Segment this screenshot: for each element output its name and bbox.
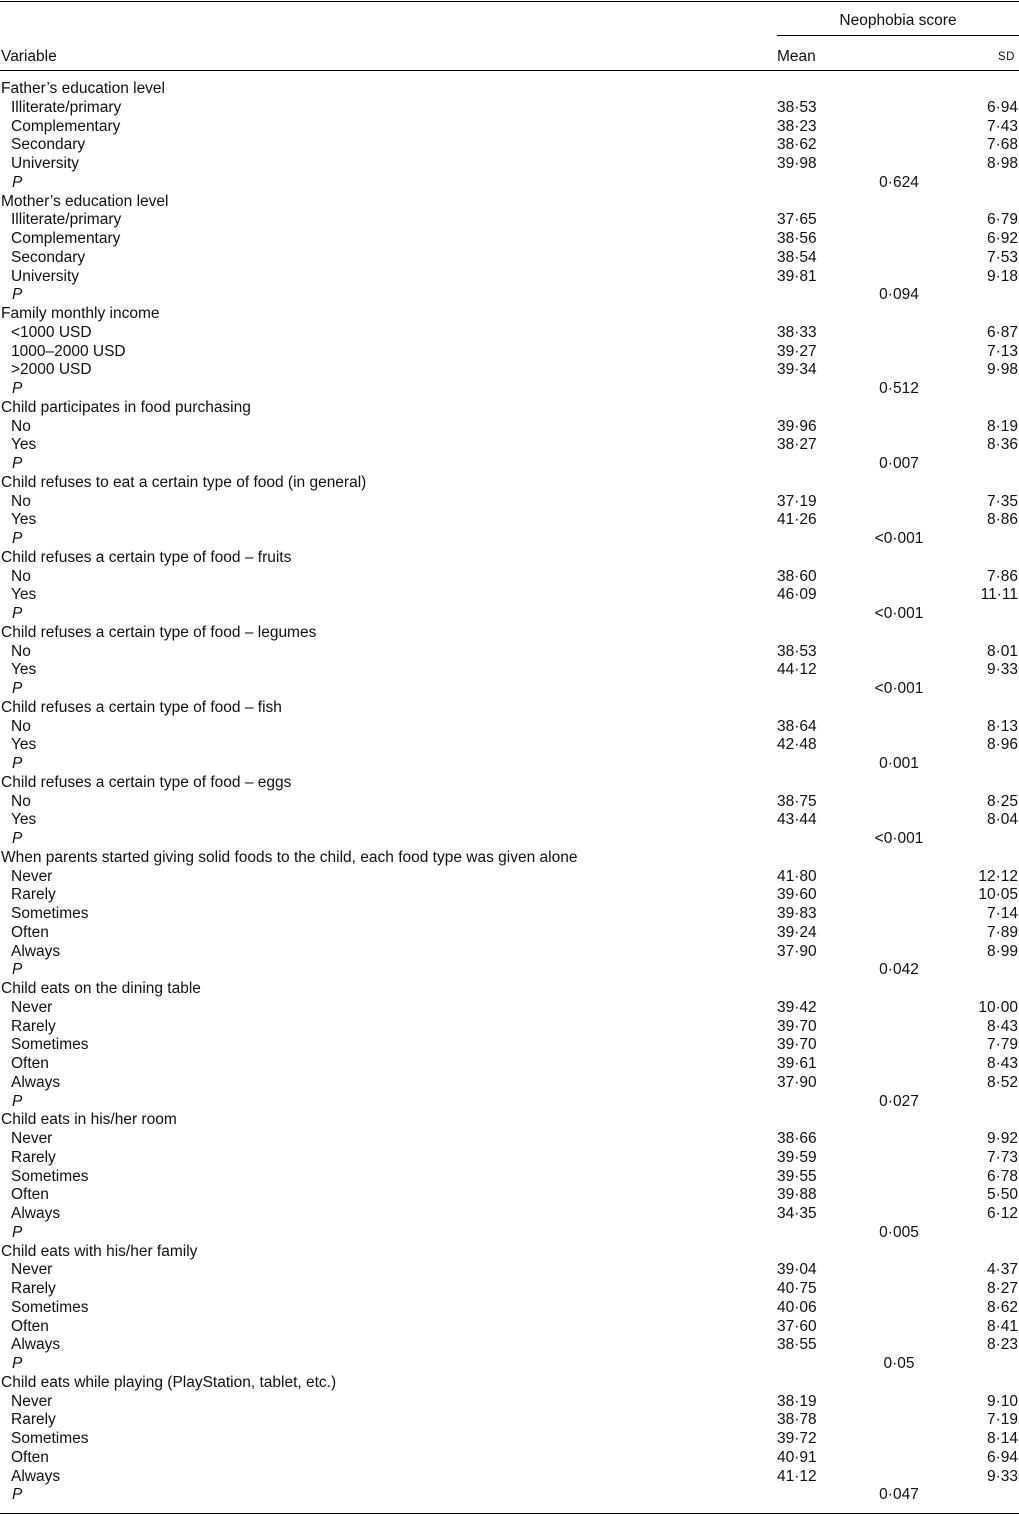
row-label: No bbox=[11, 717, 31, 735]
p-value: 0·001 bbox=[879, 755, 919, 772]
p-value: <0·001 bbox=[874, 530, 924, 547]
section-title: Child refuses a certain type of food – eggs bbox=[1, 773, 292, 791]
sd-value: 7·43 bbox=[986, 117, 1018, 135]
mean-value: 38·27 bbox=[777, 436, 817, 454]
sd-value: 6·94 bbox=[986, 98, 1018, 116]
mean-value: 39·61 bbox=[777, 1055, 817, 1072]
mean-value: 38·53 bbox=[777, 642, 817, 660]
p-value: 0·624 bbox=[879, 173, 919, 191]
table-row bbox=[0, 811, 1019, 830]
p-value-row bbox=[0, 680, 1019, 699]
table-row bbox=[0, 1074, 1019, 1093]
row-label: Never bbox=[11, 1392, 53, 1410]
mean-value: 39·96 bbox=[777, 417, 817, 435]
sd-value: 7·89 bbox=[986, 923, 1018, 941]
table-row bbox=[0, 343, 1019, 362]
sd-value: 8·52 bbox=[986, 1073, 1018, 1091]
sd-value: 7·73 bbox=[986, 1148, 1018, 1166]
row-label: Complementary bbox=[11, 230, 121, 247]
sd-value: 8·36 bbox=[986, 436, 1018, 454]
mean-value: 38·23 bbox=[777, 117, 817, 135]
p-label: P bbox=[12, 1092, 23, 1110]
section-title-row bbox=[0, 699, 1019, 718]
row-label: No bbox=[11, 567, 31, 585]
sd-value: 6·92 bbox=[986, 230, 1018, 247]
row-label: Sometimes bbox=[11, 1036, 89, 1054]
sd-value: 9·98 bbox=[986, 361, 1018, 379]
p-label: P bbox=[12, 1486, 23, 1504]
sd-value: 8·23 bbox=[986, 1336, 1018, 1354]
p-value: <0·001 bbox=[874, 605, 924, 622]
p-value: 0·05 bbox=[883, 1355, 915, 1372]
p-value-row bbox=[0, 1486, 1019, 1505]
table-row bbox=[0, 436, 1019, 455]
section-title-row bbox=[0, 1243, 1019, 1262]
mean-value: 38·64 bbox=[777, 717, 817, 735]
table-row bbox=[0, 1430, 1019, 1449]
p-label: P bbox=[12, 680, 23, 697]
section-title-row bbox=[0, 1374, 1019, 1393]
section-title-row bbox=[0, 774, 1019, 793]
column-group-header: Neophobia score bbox=[839, 12, 957, 29]
p-value-row bbox=[0, 530, 1019, 549]
table-row bbox=[0, 493, 1019, 512]
p-value: <0·001 bbox=[874, 830, 924, 847]
row-label: >2000 USD bbox=[11, 361, 92, 379]
table-row bbox=[0, 568, 1019, 587]
table-row bbox=[0, 136, 1019, 155]
table-row bbox=[0, 1299, 1019, 1318]
table-row bbox=[0, 1411, 1019, 1430]
section-title-row bbox=[0, 80, 1019, 99]
row-label: Secondary bbox=[11, 136, 86, 154]
p-label: P bbox=[12, 605, 23, 622]
sd-value: 8·43 bbox=[986, 1055, 1018, 1072]
p-value-row bbox=[0, 286, 1019, 305]
p-value-row bbox=[0, 1093, 1019, 1112]
sd-value: 12·12 bbox=[978, 867, 1018, 885]
row-label: Sometimes bbox=[11, 905, 89, 922]
row-label: Often bbox=[11, 1317, 49, 1335]
table-row bbox=[0, 268, 1019, 287]
table-row bbox=[0, 886, 1019, 905]
p-value: 0·005 bbox=[879, 1223, 919, 1241]
p-value: 0·047 bbox=[879, 1486, 919, 1504]
mean-value: 38·53 bbox=[777, 98, 817, 116]
table-row bbox=[0, 1018, 1019, 1037]
mean-value: 39·42 bbox=[777, 998, 817, 1016]
section-title-row bbox=[0, 399, 1019, 418]
p-value: 0·512 bbox=[879, 380, 919, 397]
sd-value: 8·86 bbox=[986, 511, 1018, 529]
sd-value: 8·98 bbox=[986, 155, 1018, 172]
mean-value: 39·24 bbox=[777, 923, 817, 941]
table-row bbox=[0, 1149, 1019, 1168]
sd-value: 8·96 bbox=[986, 736, 1018, 754]
sd-value: 6·87 bbox=[986, 323, 1018, 341]
row-label: No bbox=[11, 792, 31, 810]
p-label: P bbox=[12, 455, 23, 472]
sd-column-header: SD bbox=[998, 51, 1015, 63]
mean-value: 39·34 bbox=[777, 361, 817, 379]
mean-value: 46·09 bbox=[777, 586, 817, 604]
mean-value: 41·26 bbox=[777, 511, 817, 529]
p-label: P bbox=[12, 1355, 23, 1372]
table-row bbox=[0, 211, 1019, 230]
sd-value: 7·13 bbox=[986, 342, 1018, 360]
row-label: Never bbox=[11, 998, 53, 1016]
section-title: Child refuses a certain type of food – fish bbox=[1, 698, 282, 716]
sd-value: 8·41 bbox=[986, 1317, 1018, 1335]
table-row bbox=[0, 661, 1019, 680]
section-title: Child refuses to eat a certain type of food (in general) bbox=[1, 473, 367, 491]
section-title: Child refuses a certain type of food – fruits bbox=[1, 548, 292, 566]
section-title: Child refuses a certain type of food – legumes bbox=[1, 623, 317, 641]
mean-value: 44·12 bbox=[777, 661, 817, 679]
mean-value: 37·19 bbox=[777, 492, 817, 510]
mean-value: 38·62 bbox=[777, 136, 817, 154]
row-label: Rarely bbox=[11, 1017, 56, 1035]
table-body bbox=[0, 80, 1019, 1505]
row-label: Rarely bbox=[11, 1280, 56, 1297]
row-label: Often bbox=[11, 1448, 49, 1466]
section-title: Father’s education level bbox=[1, 80, 165, 97]
mean-value: 39·88 bbox=[777, 1186, 817, 1204]
mean-value: 39·55 bbox=[777, 1167, 817, 1185]
mean-value: 42·48 bbox=[777, 736, 817, 754]
row-label: Secondary bbox=[11, 248, 86, 266]
mean-value: 40·91 bbox=[777, 1448, 817, 1466]
row-label: Always bbox=[11, 1467, 61, 1485]
sd-value: 9·92 bbox=[986, 1130, 1018, 1147]
sd-value: 6·12 bbox=[986, 1205, 1018, 1222]
section-title-row bbox=[0, 849, 1019, 868]
section-title-row bbox=[0, 624, 1019, 643]
mean-value: 38·56 bbox=[777, 230, 817, 247]
sd-value: 7·35 bbox=[986, 492, 1018, 510]
section-title: When parents started giving solid foods to the child, each food type was given alone bbox=[1, 848, 578, 866]
sd-value: 10·00 bbox=[978, 998, 1018, 1016]
mean-value: 38·78 bbox=[777, 1411, 817, 1429]
mean-value: 37·90 bbox=[777, 1073, 817, 1091]
table-row bbox=[0, 1036, 1019, 1055]
sd-value: 8·04 bbox=[986, 811, 1018, 829]
mean-value: 34·35 bbox=[777, 1205, 817, 1222]
table-row bbox=[0, 1468, 1019, 1487]
table-row bbox=[0, 718, 1019, 737]
row-label: Often bbox=[11, 1186, 49, 1204]
row-label: 1000–2000 USD bbox=[11, 342, 126, 360]
p-label: P bbox=[12, 961, 23, 979]
mean-column-header: Mean bbox=[777, 48, 816, 65]
section-title-row bbox=[0, 193, 1019, 212]
mean-value: 38·75 bbox=[777, 792, 817, 810]
mean-value: 39·70 bbox=[777, 1036, 817, 1054]
row-label: Never bbox=[11, 867, 53, 885]
table-row bbox=[0, 736, 1019, 755]
section-title: Child eats on the dining table bbox=[1, 980, 201, 997]
mean-value: 39·27 bbox=[777, 342, 817, 360]
p-value-row bbox=[0, 755, 1019, 774]
p-value: 0·027 bbox=[879, 1092, 919, 1110]
mean-value: 39·70 bbox=[777, 1017, 817, 1035]
table-row bbox=[0, 905, 1019, 924]
table-row bbox=[0, 924, 1019, 943]
row-label: University bbox=[11, 267, 80, 285]
sd-value: 10·05 bbox=[978, 886, 1018, 904]
table-row bbox=[0, 1186, 1019, 1205]
sd-value: 5·50 bbox=[986, 1186, 1018, 1204]
table-row bbox=[0, 1205, 1019, 1224]
table-row bbox=[0, 155, 1019, 174]
sd-value: 7·79 bbox=[986, 1036, 1018, 1054]
section-title-row bbox=[0, 980, 1019, 999]
sd-value: 8·01 bbox=[986, 642, 1018, 660]
section-title: Child eats in his/her room bbox=[1, 1111, 177, 1129]
table-row bbox=[0, 230, 1019, 249]
row-label: Rarely bbox=[11, 1411, 56, 1429]
table-row bbox=[0, 418, 1019, 437]
table-row bbox=[0, 1336, 1019, 1355]
mean-value: 38·54 bbox=[777, 248, 817, 266]
row-label: Yes bbox=[11, 661, 37, 679]
mean-value: 39·83 bbox=[777, 905, 817, 922]
p-value-row bbox=[0, 830, 1019, 849]
table-row bbox=[0, 943, 1019, 962]
mean-value: 37·65 bbox=[777, 211, 817, 229]
sd-value: 8·27 bbox=[986, 1280, 1018, 1297]
mean-value: 38·19 bbox=[777, 1392, 817, 1410]
table-row bbox=[0, 361, 1019, 380]
section-title-row bbox=[0, 305, 1019, 324]
row-label: University bbox=[11, 155, 80, 172]
section-title: Family monthly income bbox=[1, 305, 160, 322]
row-label: Yes bbox=[11, 511, 37, 529]
row-label: Illiterate/primary bbox=[11, 211, 122, 229]
sd-value: 4·37 bbox=[986, 1261, 1018, 1279]
p-value-row bbox=[0, 1355, 1019, 1374]
table-row bbox=[0, 1449, 1019, 1468]
sd-value: 8·62 bbox=[986, 1298, 1018, 1316]
table-row bbox=[0, 1168, 1019, 1187]
mean-value: 39·60 bbox=[777, 886, 817, 904]
sd-value: 9·33 bbox=[986, 661, 1018, 679]
mean-value: 39·72 bbox=[777, 1430, 817, 1447]
mean-value: 39·04 bbox=[777, 1261, 817, 1279]
sd-value: 9·10 bbox=[986, 1392, 1018, 1410]
mean-value: 39·81 bbox=[777, 267, 817, 285]
p-value: <0·001 bbox=[874, 680, 924, 697]
p-value-row bbox=[0, 455, 1019, 474]
p-label: P bbox=[12, 530, 23, 547]
table-top-rule bbox=[0, 1, 1019, 2]
table-row bbox=[0, 249, 1019, 268]
section-title: Mother’s education level bbox=[1, 192, 169, 210]
row-label: Never bbox=[11, 1261, 53, 1279]
row-label: Sometimes bbox=[11, 1298, 89, 1316]
mean-value: 39·98 bbox=[777, 155, 817, 172]
table-row bbox=[0, 324, 1019, 343]
table-row bbox=[0, 643, 1019, 662]
sd-value: 7·14 bbox=[986, 905, 1018, 922]
row-label: Always bbox=[11, 942, 61, 960]
row-label: Often bbox=[11, 1055, 49, 1072]
sd-value: 9·18 bbox=[986, 267, 1018, 285]
mean-value: 40·06 bbox=[777, 1298, 817, 1316]
row-label: Complementary bbox=[11, 117, 121, 135]
row-label: No bbox=[11, 492, 31, 510]
table-row bbox=[0, 118, 1019, 137]
table-row bbox=[0, 868, 1019, 887]
sd-value: 6·79 bbox=[986, 211, 1018, 229]
p-label: P bbox=[12, 380, 23, 397]
section-title-row bbox=[0, 549, 1019, 568]
p-value-row bbox=[0, 961, 1019, 980]
table-row bbox=[0, 1055, 1019, 1074]
p-value-row bbox=[0, 380, 1019, 399]
row-label: Often bbox=[11, 923, 49, 941]
mean-value: 37·90 bbox=[777, 942, 817, 960]
sd-value: 8·99 bbox=[986, 942, 1018, 960]
sd-value: 8·14 bbox=[986, 1430, 1018, 1447]
p-value-row bbox=[0, 605, 1019, 624]
row-label: Rarely bbox=[11, 1148, 56, 1166]
p-label: P bbox=[12, 1223, 23, 1241]
row-label: Yes bbox=[11, 436, 37, 454]
p-value: 0·042 bbox=[879, 961, 919, 979]
sd-value: 6·78 bbox=[986, 1167, 1018, 1185]
sd-value: 8·13 bbox=[986, 717, 1018, 735]
row-label: Sometimes bbox=[11, 1430, 89, 1447]
sd-value: 8·19 bbox=[986, 417, 1018, 435]
section-title-row bbox=[0, 1111, 1019, 1130]
table-row bbox=[0, 1393, 1019, 1412]
sd-value: 6·94 bbox=[986, 1448, 1018, 1466]
header-bottom-rule bbox=[0, 70, 1019, 71]
mean-value: 40·75 bbox=[777, 1280, 817, 1297]
mean-value: 38·33 bbox=[777, 323, 817, 341]
row-label: Always bbox=[11, 1336, 61, 1354]
section-title: Child eats while playing (PlayStation, tablet, etc.) bbox=[1, 1373, 337, 1391]
table-row bbox=[0, 1318, 1019, 1337]
table-row bbox=[0, 511, 1019, 530]
row-label: <1000 USD bbox=[11, 323, 92, 341]
p-value-row bbox=[0, 174, 1019, 193]
row-label: No bbox=[11, 417, 31, 435]
mean-value: 38·60 bbox=[777, 567, 817, 585]
row-label: Yes bbox=[11, 736, 37, 754]
section-title-row bbox=[0, 474, 1019, 493]
row-label: Yes bbox=[11, 811, 37, 829]
sd-value: 9·33 bbox=[986, 1467, 1018, 1485]
row-label: Always bbox=[11, 1205, 61, 1222]
row-label: Illiterate/primary bbox=[11, 98, 122, 116]
p-label: P bbox=[12, 173, 23, 191]
p-label: P bbox=[12, 755, 23, 772]
row-label: Always bbox=[11, 1073, 61, 1091]
sd-value: 7·19 bbox=[986, 1411, 1018, 1429]
row-label: No bbox=[11, 642, 31, 660]
mean-value: 41·80 bbox=[777, 867, 817, 885]
table-row bbox=[0, 1261, 1019, 1280]
mean-value: 38·66 bbox=[777, 1130, 817, 1147]
table-row bbox=[0, 793, 1019, 812]
p-value-row bbox=[0, 1224, 1019, 1243]
mean-value: 38·55 bbox=[777, 1336, 817, 1354]
row-label: Sometimes bbox=[11, 1167, 89, 1185]
mean-value: 43·44 bbox=[777, 811, 817, 829]
mean-value: 37·60 bbox=[777, 1317, 817, 1335]
table-row bbox=[0, 1280, 1019, 1299]
sd-value: 11·11 bbox=[980, 586, 1018, 604]
row-label: Yes bbox=[11, 586, 37, 604]
p-value: 0·007 bbox=[879, 455, 919, 472]
row-label: Never bbox=[11, 1130, 53, 1147]
variable-column-header: Variable bbox=[1, 48, 57, 65]
p-value: 0·094 bbox=[879, 286, 919, 304]
table-row bbox=[0, 999, 1019, 1018]
table-bottom-rule bbox=[0, 1513, 1019, 1514]
sd-value: 7·68 bbox=[986, 136, 1018, 154]
column-group-rule bbox=[777, 35, 1019, 36]
sd-value: 7·53 bbox=[986, 248, 1018, 266]
sd-value: 8·25 bbox=[986, 792, 1018, 810]
table-row bbox=[0, 586, 1019, 605]
mean-value: 39·59 bbox=[777, 1148, 817, 1166]
table-row bbox=[0, 99, 1019, 118]
section-title: Child eats with his/her family bbox=[1, 1242, 198, 1260]
p-label: P bbox=[12, 286, 23, 304]
row-label: Rarely bbox=[11, 886, 56, 904]
section-title: Child participates in food purchasing bbox=[1, 398, 251, 416]
mean-value: 41·12 bbox=[777, 1467, 817, 1485]
table-row bbox=[0, 1130, 1019, 1149]
sd-value: 7·86 bbox=[986, 567, 1018, 585]
p-label: P bbox=[12, 830, 23, 847]
sd-value: 8·43 bbox=[986, 1017, 1018, 1035]
